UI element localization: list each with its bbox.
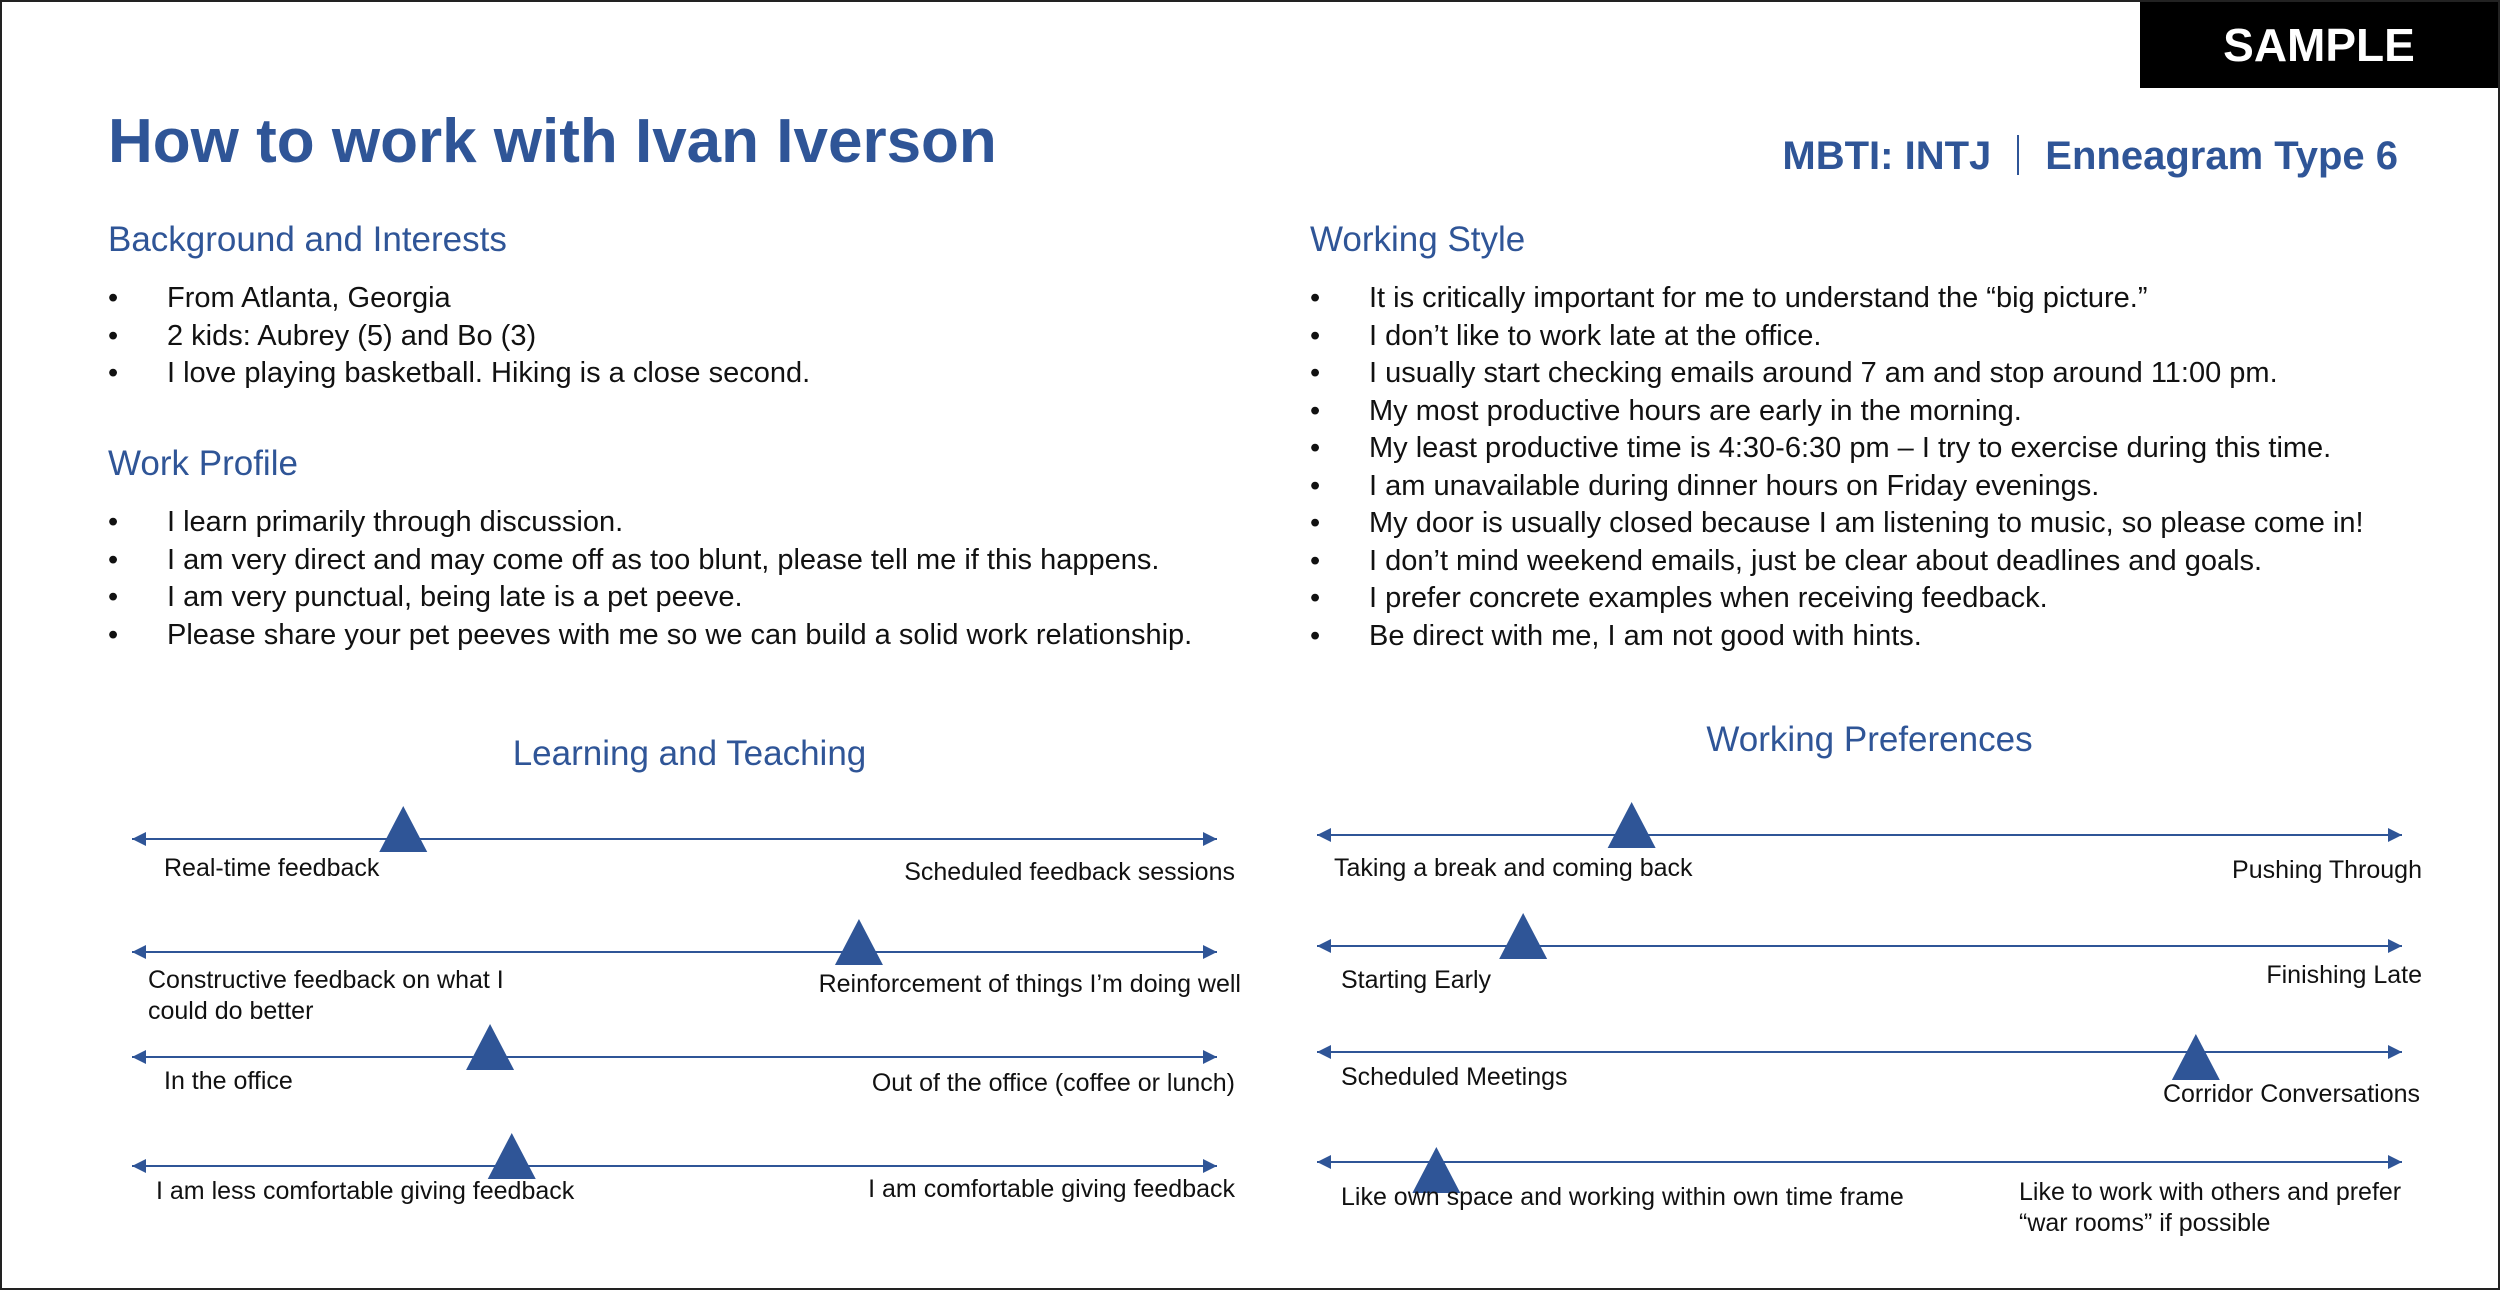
list-item: • I love playing basketball. Hiking is a close second. <box>108 355 810 393</box>
scale-right-label: Pushing Through <box>2232 856 2422 884</box>
arrow-right-icon <box>1203 945 1217 959</box>
enneagram-type: Enneagram Type 6 <box>2045 134 2398 178</box>
preference-marker-triangle <box>379 806 427 852</box>
preference-marker-triangle <box>2172 1034 2220 1080</box>
preference-marker-triangle <box>1499 913 1547 959</box>
arrow-left-icon <box>132 832 146 846</box>
scale-left-label: Starting Early <box>1341 966 1492 994</box>
scale-left-label: Real-time feedback <box>164 854 380 882</box>
list-item: • My door is usually closed because I am listening to music, so please come in! <box>1310 505 2364 543</box>
type-separator <box>2017 135 2019 175</box>
arrow-right-icon <box>2388 828 2402 842</box>
learning-teaching-heading: Learning and Teaching <box>512 734 867 773</box>
arrow-right-icon <box>2388 1155 2402 1169</box>
scale-row-2 <box>132 919 1217 965</box>
arrow-left-icon <box>132 1050 146 1064</box>
arrow-right-icon <box>1203 832 1217 846</box>
preference-marker-triangle <box>835 919 883 965</box>
arrow-left-icon <box>1317 828 1331 842</box>
arrow-left-icon <box>1317 939 1331 953</box>
list-item: • I prefer concrete examples when receiving feedback. <box>1310 580 2364 618</box>
list-item: • Be direct with me, I am not good with hints. <box>1310 618 2364 656</box>
learning-teaching-panel <box>122 702 1247 1262</box>
preference-marker-triangle <box>1608 802 1656 848</box>
list-item: • I am very punctual, being late is a pet peeve. <box>108 579 1192 617</box>
scale-row-3 <box>132 1024 1217 1070</box>
mbti-type: MBTI: INTJ <box>1782 134 1992 178</box>
scale-right-label: Finishing Late <box>2266 961 2422 989</box>
work-profile-list <box>108 504 1192 654</box>
list-item: • I don’t like to work late at the office. <box>1310 318 2364 356</box>
list-item: • My most productive hours are early in the morning. <box>1310 393 2364 431</box>
arrow-left-icon <box>132 945 146 959</box>
scale-left-label: Like own space and working within own time frame <box>1341 1183 1904 1211</box>
personality-types <box>1782 128 2398 184</box>
page-title: How to work with Ivan Iverson <box>108 107 997 176</box>
list-item: • I am very direct and may come off as too blunt, please tell me if this happens. <box>108 542 1192 580</box>
scale-row-2 <box>1317 913 2402 959</box>
sample-badge: SAMPLE <box>2140 2 2498 88</box>
arrow-right-icon <box>2388 939 2402 953</box>
list-item: • From Atlanta, Georgia <box>108 280 810 318</box>
working-style-list <box>1310 280 2364 655</box>
list-item: • It is critically important for me to understand the “big picture.” <box>1310 280 2364 318</box>
scale-right-label: Like to work with others and prefer “war rooms” if possible <box>2019 1178 2402 1237</box>
arrow-left-icon <box>1317 1155 1331 1169</box>
scale-left-label: I am less comfortable giving feedback <box>156 1177 575 1205</box>
working-style-heading: Working Style <box>1310 220 1526 259</box>
list-item: • My least productive time is 4:30-6:30 pm – I try to exercise during this time. <box>1310 430 2364 468</box>
list-item: • I don’t mind weekend emails, just be clear about deadlines and goals. <box>1310 543 2364 581</box>
background-heading: Background and Interests <box>108 220 507 259</box>
preference-marker-triangle <box>466 1024 514 1070</box>
scale-right-label: Scheduled feedback sessions <box>904 858 1235 886</box>
arrow-left-icon <box>1317 1045 1331 1059</box>
list-item: • I usually start checking emails around 7 am and stop around 11:00 pm. <box>1310 355 2364 393</box>
scale-right-label: Reinforcement of things I’m doing well <box>818 970 1241 998</box>
working-preferences-heading: Working Preferences <box>1706 720 2033 759</box>
scale-left-label: Scheduled Meetings <box>1341 1063 1568 1091</box>
working-preferences-panel <box>1307 702 2432 1262</box>
background-list <box>108 280 810 393</box>
scale-row-1 <box>1317 802 2402 848</box>
arrow-right-icon <box>1203 1159 1217 1173</box>
list-item: • Please share your pet peeves with me so we can build a solid work relationship. <box>108 617 1192 655</box>
scale-right-label: Corridor Conversations <box>2162 1080 2420 1108</box>
list-item: • 2 kids: Aubrey (5) and Bo (3) <box>108 318 810 356</box>
preference-marker-triangle <box>488 1133 536 1179</box>
scale-left-label: Taking a break and coming back <box>1334 854 1693 882</box>
arrow-right-icon <box>1203 1050 1217 1064</box>
scale-right-label: Out of the office (coffee or lunch) <box>871 1069 1235 1097</box>
list-item: • I learn primarily through discussion. <box>108 504 1192 542</box>
scale-row-1 <box>132 806 1217 852</box>
scale-right-label: I am comfortable giving feedback <box>868 1175 1235 1203</box>
scale-row-4 <box>132 1133 1217 1179</box>
scale-left-label: Constructive feedback on what I could do better <box>148 966 504 1025</box>
work-profile-heading: Work Profile <box>108 444 298 483</box>
list-item: • I am unavailable during dinner hours on Friday evenings. <box>1310 468 2364 506</box>
arrow-left-icon <box>132 1159 146 1173</box>
scale-left-label: In the office <box>164 1067 293 1095</box>
arrow-right-icon <box>2388 1045 2402 1059</box>
